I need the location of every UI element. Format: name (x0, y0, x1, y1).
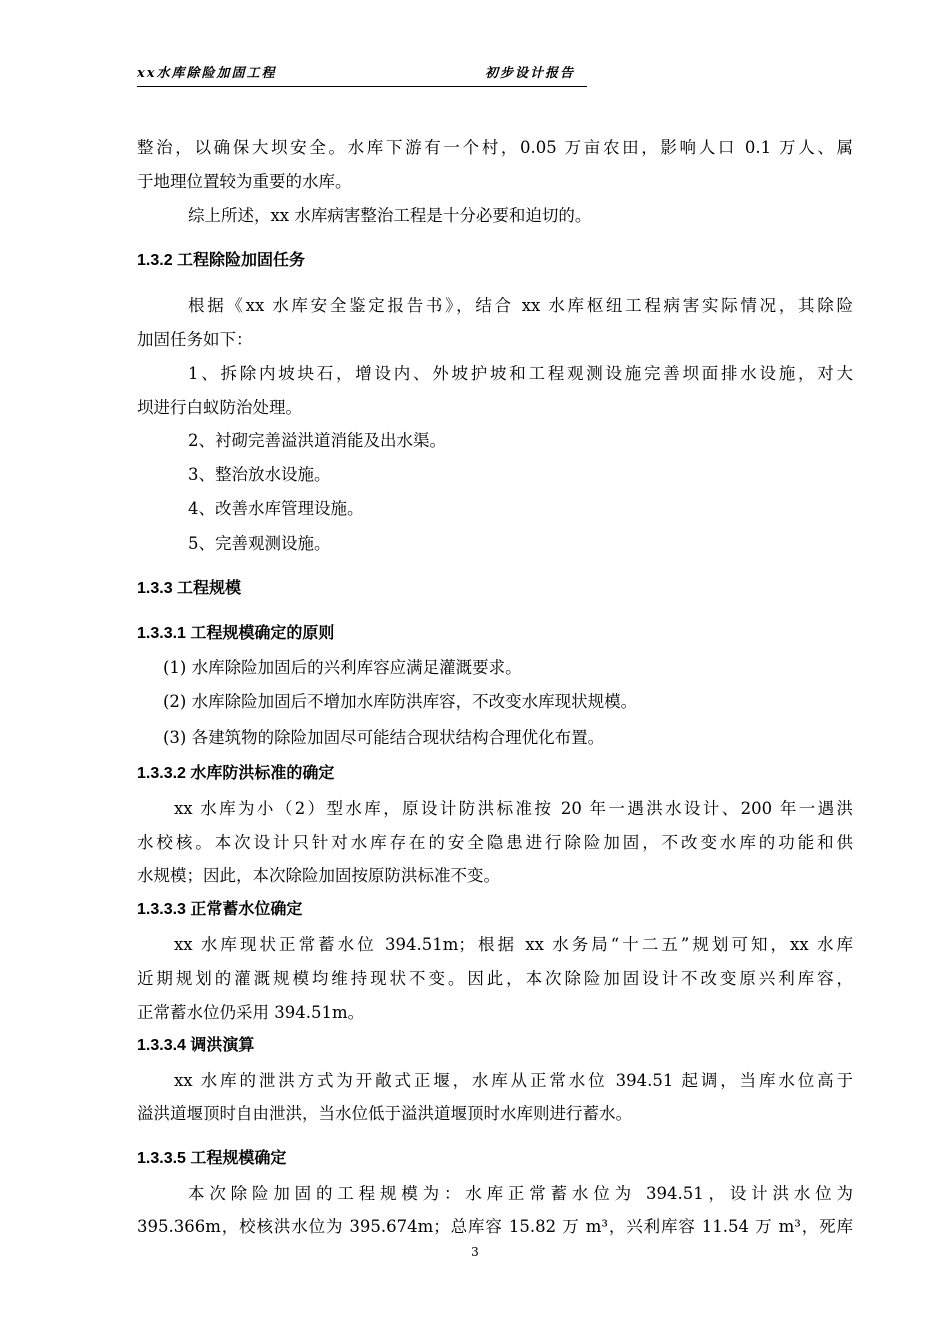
body-line: xx 水库的泄洪方式为开敞式正堰，水库从正常水位 394.51 起调，当库水位高于 (174, 1071, 853, 1090)
list-item-continuation: 坝进行白蚁防治处理。 (137, 398, 302, 417)
header-divider (137, 86, 587, 87)
body-line: 水校核。本次设计只针对水库存在的安全隐患进行除险加固，不改变水库的功能和供 (137, 833, 853, 852)
section-heading-1-3-3-5: 1.3.3.5 工程规模确定 (137, 1150, 287, 1167)
header-project-title: xx水库除险加固工程 (137, 66, 277, 81)
section-heading-1-3-3: 1.3.3 工程规模 (137, 580, 242, 597)
list-item: 3、整治放水设施。 (188, 465, 331, 484)
body-line: 正常蓄水位仍采用 394.51m。 (137, 1003, 365, 1022)
list-item: 1、拆除内坡块石，增设内、外坡护坡和工程观测设施完善坝面排水设施，对大 (188, 364, 853, 383)
body-line: 近期规划的灌溉规模均维持现状不变。因此，本次除险加固设计不改变原兴利库容， (137, 969, 853, 988)
principle-item: (3) 各建筑物的除险加固尽可能结合现状结构合理优化布置。 (163, 728, 605, 747)
list-item: 4、改善水库管理设施。 (188, 499, 364, 518)
principle-item: (1) 水库除险加固后的兴利库容应满足灌溉要求。 (163, 658, 522, 677)
body-line: xx 水库为小（2）型水库，原设计防洪标准按 20 年一遇洪水设计、200 年一遇洪 (174, 799, 853, 818)
body-line: 于地理位置较为重要的水库。 (137, 172, 352, 191)
body-line: 水规模；因此，本次除险加固按原防洪标准不变。 (137, 866, 500, 885)
body-line: 根据《xx 水库安全鉴定报告书》，结合 xx 水库枢纽工程病害实际情况，其除险 (188, 296, 853, 315)
section-heading-1-3-3-3: 1.3.3.3 正常蓄水位确定 (137, 901, 303, 918)
list-item: 2、衬砌完善溢洪道消能及出水渠。 (188, 431, 446, 450)
body-line: 整治，以确保大坝安全。水库下游有一个村，0.05 万亩农田，影响人口 0.1 万人、属 (137, 138, 853, 157)
section-heading-1-3-3-4: 1.3.3.4 调洪演算 (137, 1037, 255, 1054)
header-report-title: 初步设计报告 (485, 66, 576, 81)
list-item: 5、完善观测设施。 (188, 534, 331, 553)
body-line: 综上所述，xx 水库病害整治工程是十分必要和迫切的。 (188, 206, 592, 225)
principle-item: (2) 水库除险加固后不增加水库防洪库容，不改变水库现状规模。 (163, 692, 638, 711)
body-line: 加固任务如下： (137, 330, 253, 349)
page-number: 3 (471, 1245, 479, 1259)
section-heading-1-3-3-1: 1.3.3.1 工程规模确定的原则 (137, 625, 335, 642)
body-line: 溢洪道堰顶时自由泄洪，当水位低于溢洪道堰顶时水库则进行蓄水。 (137, 1104, 632, 1123)
section-heading-1-3-2: 1.3.2 工程除险加固任务 (137, 252, 306, 269)
body-line: xx 水库现状正常蓄水位 394.51m；根据 xx 水务局“十二五”规划可知，xx 水库 (174, 935, 853, 954)
body-line: 本次除险加固的工程规模为：水库正常蓄水位为 394.51，设计洪水位为 (188, 1184, 853, 1203)
body-line: 395.366m，校核洪水位为 395.674m；总库容 15.82 万 m³，兴利库容 11.54 万 m³，死库 (137, 1217, 853, 1236)
section-heading-1-3-3-2: 1.3.3.2 水库防洪标准的确定 (137, 765, 335, 782)
